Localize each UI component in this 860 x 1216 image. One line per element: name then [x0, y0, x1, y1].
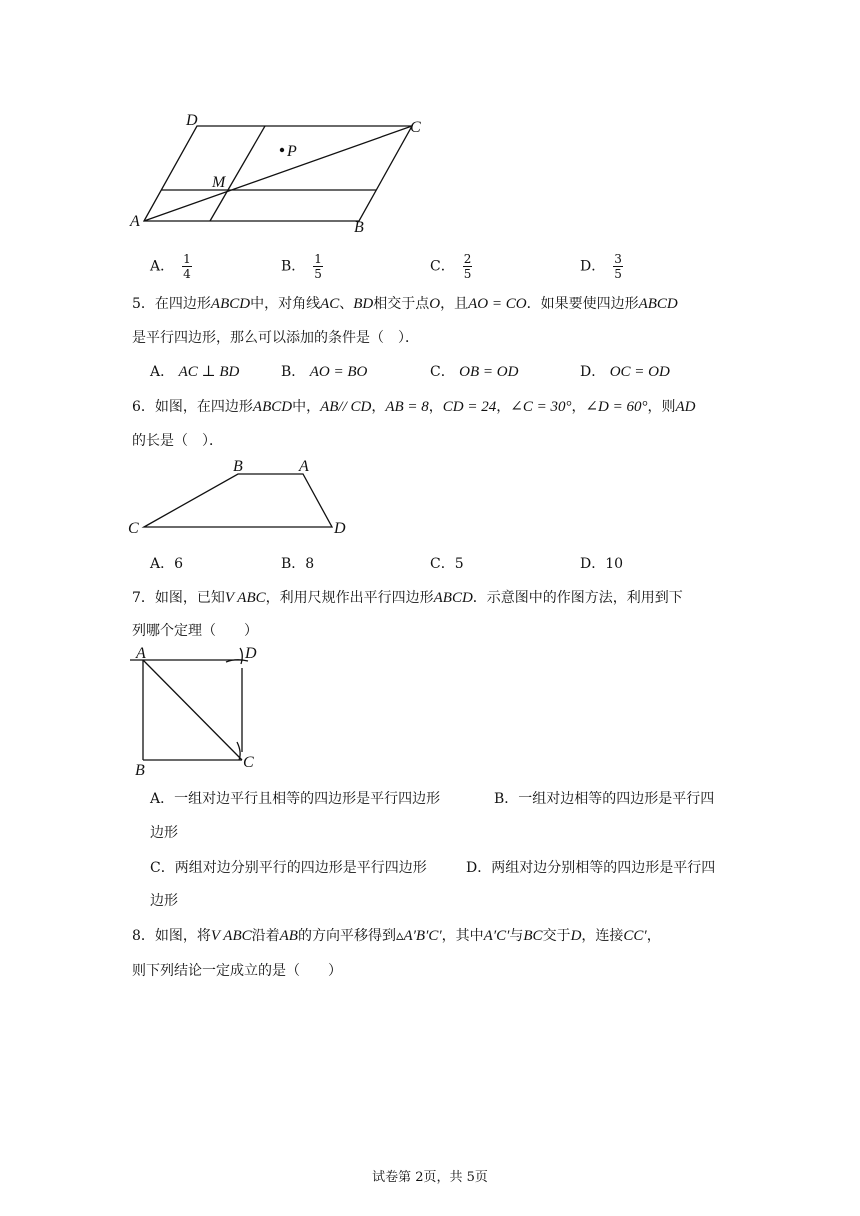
option-letter: B． [281, 258, 306, 275]
label-b: B [135, 762, 145, 779]
fraction: $\frac{1}{4}$ [183, 252, 191, 281]
q6-stem-line1: 6．如图，在四边形ABCD中，AB// CD，AB = 8，CD = 24，∠C = 30°，∠D = 60°，则AD [132, 399, 696, 415]
option-letter: D． [580, 258, 606, 275]
label-a: A [299, 458, 309, 475]
q8-stem-line1: 8．如图，将V ABC沿着AB的方向平移得到▵A′B′C′，其中A′C′与BC交于D，连接CC′， [132, 928, 661, 944]
q7-option-a[interactable]: A．一组对边平行且相等的四边形是平行四边形 [150, 791, 441, 807]
q6-option-a[interactable]: A．6 [150, 556, 184, 572]
label-c: C [410, 119, 421, 136]
option-letter: C． [430, 258, 455, 275]
q5-stem-line2: 是平行四边形，那么可以添加的条件是（ ）． [132, 330, 419, 346]
trapezoid-figure [126, 456, 356, 540]
point-p [280, 148, 284, 152]
fraction: $\frac{1}{5}$ [314, 252, 322, 281]
q7-option-d[interactable]: D．两组对边分别相等的四边形是平行四 [466, 860, 716, 876]
construction-figure [126, 642, 262, 782]
q7-option-b[interactable]: B．一组对边相等的四边形是平行四 [494, 791, 715, 807]
label-d: D [245, 645, 257, 662]
label-p: P [287, 143, 297, 160]
fraction: $\frac{3}{5}$ [614, 252, 622, 281]
q6-option-b[interactable]: B．8 [281, 556, 315, 572]
q7-stem-line1: 7．如图，已知V ABC，利用尺规作出平行四边形ABCD．示意图中的作图方法，利用到下 [132, 590, 683, 606]
page-footer: 试卷第 2页，共 5页 [372, 1170, 488, 1185]
q5-option-b[interactable]: B． AO = BO [281, 364, 368, 380]
q4-option-c[interactable] [430, 252, 472, 281]
q4-option-b[interactable] [281, 252, 323, 281]
label-b: B [354, 219, 364, 236]
label-c: C [128, 520, 139, 537]
q5-option-c[interactable]: C． OB = OD [430, 364, 519, 380]
q5-option-d[interactable]: D． OC = OD [580, 364, 670, 380]
q6-stem-line2: 的长是（ ）． [132, 433, 223, 449]
label-d: D [186, 112, 198, 129]
label-a: A [130, 213, 140, 230]
q7-option-d-cont: 边形 [150, 893, 178, 909]
q8-stem-line2: 则下列结论一定成立的是（ ） [132, 963, 342, 979]
q6-option-d[interactable]: D．10 [580, 556, 624, 572]
q6-option-c[interactable]: C．5 [430, 556, 464, 572]
q4-option-d[interactable] [580, 252, 623, 281]
q4-option-a[interactable] [150, 252, 192, 281]
fraction: $\frac{2}{5}$ [463, 252, 472, 281]
label-m: M [212, 174, 226, 191]
q7-option-c[interactable]: C．两组对边分别平行的四边形是平行四边形 [150, 860, 427, 876]
label-c: C [243, 754, 254, 771]
q7-stem-line2: 列哪个定理（ ） [132, 623, 258, 639]
parallelogram-figure [128, 108, 440, 236]
label-d: D [334, 520, 346, 537]
label-a: A [136, 645, 146, 662]
q5-stem-line1: 5．在四边形ABCD中，对角线AC、BD相交于点O，且AO = CO．如果要使四边形ABCD [132, 296, 678, 312]
q5-option-a[interactable]: A． AC ⊥ BD [150, 364, 240, 380]
label-b: B [233, 458, 243, 475]
q7-option-b-cont: 边形 [150, 825, 178, 841]
option-letter: A． [150, 258, 175, 275]
